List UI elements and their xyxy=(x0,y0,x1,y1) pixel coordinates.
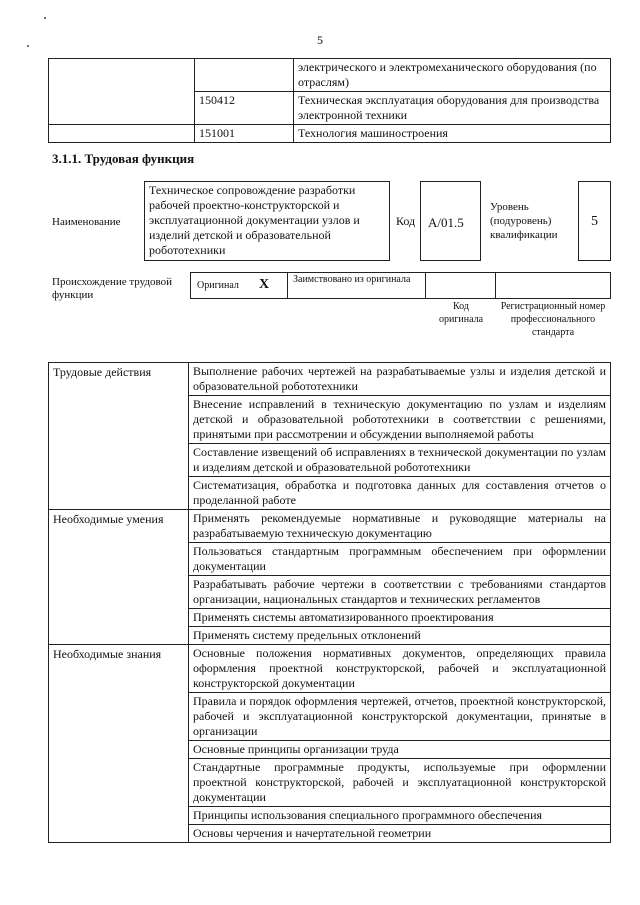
list-item: Разрабатывать рабочие чертежи в соответствии с требованиями стандартов организации, национальных стандартов и технических регламентов xyxy=(189,576,611,609)
scan-speck xyxy=(44,17,46,19)
table-cell-name: Технология машиностроения xyxy=(294,125,611,143)
section-title: 3.1.1. Трудовая функция xyxy=(52,151,195,166)
original-label: Оригинал xyxy=(197,280,239,291)
level-value-box: 5 xyxy=(578,181,611,261)
borrowed-cell: Заимствовано из оригинала xyxy=(287,272,426,299)
list-item: Основы черчения и начертательной геометрии xyxy=(189,825,611,843)
table-cell-empty xyxy=(49,125,195,143)
list-item: Применять системы автоматизированного проектирования xyxy=(189,609,611,627)
table-cell-name: Техническая эксплуатация оборудования для производства электронной техники xyxy=(294,92,611,125)
list-item: Применять рекомендуемые нормативные и руководящие материалы на разрабатываемую техническую документацию xyxy=(189,510,611,543)
list-item: Стандартные программные продукты, используемые при оформлении проектной конструкторской, рабочей и эксплуатационной конструкторской документации xyxy=(189,759,611,807)
list-item: Основные принципы организации труда xyxy=(189,741,611,759)
level-label: Уровень (подуровень) квалификации xyxy=(490,201,558,241)
table-cell-name: электрического и электромеханического оборудования (по отраслям) xyxy=(294,59,611,92)
code-original-cell xyxy=(425,272,496,299)
list-item: Внесение исправлений в техническую документацию по узлам и изделиям детской и образовательной робототехники в соответствии с решениями, принятыми при рассмотрении и обсуждении выполняемой работы xyxy=(189,396,611,444)
list-item: Пользоваться стандартным программным обеспечением при оформлении документации xyxy=(189,543,611,576)
list-item: Правила и порядок оформления чертежей, отчетов, проектной конструкторской, рабочей и эксплуатационной конструкторской документации, принятые в организации xyxy=(189,693,611,741)
list-item: Основные положения нормативных документов, определяющих правила оформления проектной конструкторской, рабочей и эксплуатационной конструкторской документации xyxy=(189,645,611,693)
page-number: 5 xyxy=(317,33,323,47)
table-cell-code: 151001 xyxy=(195,125,294,143)
labor-function-table xyxy=(48,362,611,843)
code-value-box: А/01.5 xyxy=(420,181,481,261)
table-row xyxy=(49,363,611,396)
origin-label: Происхождение трудовой функции xyxy=(52,276,173,301)
education-table xyxy=(48,58,611,143)
list-item: Применять систему предельных отклонений xyxy=(189,627,611,645)
reg-number-caption: Регистрационный номер профессионального стандарта xyxy=(500,301,606,338)
original-mark: X xyxy=(259,277,270,292)
original-cell xyxy=(190,272,288,299)
table-cell-empty xyxy=(49,59,195,125)
function-name-box: Техническое сопровождение разработки рабочей проектно-конструкторской и эксплуатационной документации узлов и изделий детской и образовательной робототехники xyxy=(144,181,390,261)
list-item: Систематизация, обработка и подготовка данных для составления отчетов о проделанной работе xyxy=(189,477,611,510)
list-item: Принципы использования специального программного обеспечения xyxy=(189,807,611,825)
table-cell-code xyxy=(195,59,294,92)
code-label: Код xyxy=(396,214,416,228)
table-row xyxy=(49,125,611,143)
table-cell-code: 150412 xyxy=(195,92,294,125)
list-item: Составление извещений об исправлениях в технической документации по узлам и изделиям детской и образовательной робототехники xyxy=(189,444,611,477)
table-row xyxy=(49,645,611,693)
section-title-skills: Необходимые умения xyxy=(49,510,189,645)
list-item: Выполнение рабочих чертежей на разрабатываемые узлы и изделия детской и образовательной робототехники xyxy=(189,363,611,396)
section-title-actions: Трудовые действия xyxy=(49,363,189,510)
reg-number-cell xyxy=(495,272,611,299)
code-original-caption: Код оригинала xyxy=(438,301,484,325)
table-row xyxy=(49,510,611,543)
section-title-knowledge: Необходимые знания xyxy=(49,645,189,843)
name-label: Наименование xyxy=(52,216,121,228)
table-row xyxy=(49,59,611,92)
